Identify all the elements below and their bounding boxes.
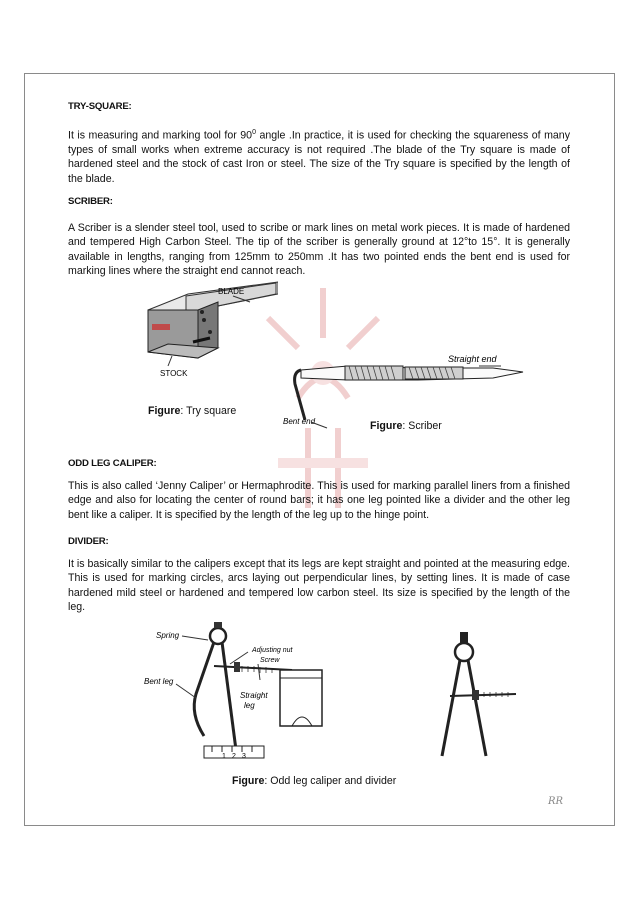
ruler-tick-2: 2 bbox=[232, 753, 236, 760]
ruler-tick-3: 3 bbox=[242, 753, 246, 760]
scriber-illustration bbox=[283, 340, 533, 430]
divider-paragraph: It is basically similar to the calipers except that its legs are kept straight and pointed at the measuring edge. This is used for marking circles, arcs laying out perpendicular lines, by setting lines. It is made of case hardened mild steel or hardened and tempered low carbon steel. Its size is specified by the length of the leg. bbox=[68, 558, 570, 614]
straight-end-label: Straight end bbox=[448, 354, 497, 364]
scriber-heading: SCRIBER: bbox=[68, 196, 113, 207]
straight-leg-label-1: Straight bbox=[240, 691, 268, 700]
bent-end-label: Bent end bbox=[283, 417, 316, 426]
blade-label: BLADE bbox=[218, 287, 245, 296]
try-square-heading: TRY-SQUARE: bbox=[68, 101, 132, 112]
straight-leg-label-2: leg bbox=[244, 701, 255, 710]
caliper-divider-caption: Figure: Odd leg caliper and divider bbox=[232, 775, 397, 787]
odd-leg-caliper-paragraph: This is also called ‘Jenny Caliper’ or Hermaphrodite. This is used for marking parallel liners from a finished edge and also for locating the center of round bars; it has one leg pointed like a divider and the other leg bent like a caliper. It is specified by the length of the leg up to the hinge point. bbox=[68, 480, 570, 521]
ruler-tick-1: 1 bbox=[222, 753, 226, 760]
stock-label: STOCK bbox=[160, 369, 188, 378]
bent-leg-label: Bent leg bbox=[144, 677, 174, 686]
divider-heading: DIVIDER: bbox=[68, 536, 109, 547]
try-square-illustration bbox=[138, 280, 278, 390]
scriber-paragraph: A Scriber is a slender steel tool, used to scribe or mark lines on metal work pieces. It is made of hardened and tempered High Carbon Steel. The tip of the scriber is generally ground at 12°to 15°. It is generally available in lengths, ranging from 125mm to 250mm .It has two pointed ends the bent end is used for marking lines where the straight end cannot reach. bbox=[68, 222, 570, 278]
odd-leg-caliper-heading: ODD LEG CALIPER: bbox=[68, 458, 157, 469]
try-square-caption: Figure: Try square bbox=[148, 405, 237, 417]
spring-label: Spring bbox=[156, 631, 180, 640]
try-square-paragraph: It is measuring and marking tool for $90^0$ angle .In practice, it is used for checking the squareness of many types of small works when extreme accuracy is not required .The blade of the Try square is made of hardened steel and the stock of cast Iron or steel. The size of the Try square is specified by the length of the blade. bbox=[68, 129, 570, 185]
scriber-caption: Figure: Scriber bbox=[370, 420, 442, 432]
adjusting-nut-label: Adjusting nut bbox=[252, 647, 293, 654]
odd-leg-caliper-illustration bbox=[142, 618, 332, 768]
footer-initials: RR bbox=[548, 796, 564, 807]
screw-label: Screw bbox=[260, 657, 280, 664]
divider-illustration bbox=[420, 630, 520, 760]
